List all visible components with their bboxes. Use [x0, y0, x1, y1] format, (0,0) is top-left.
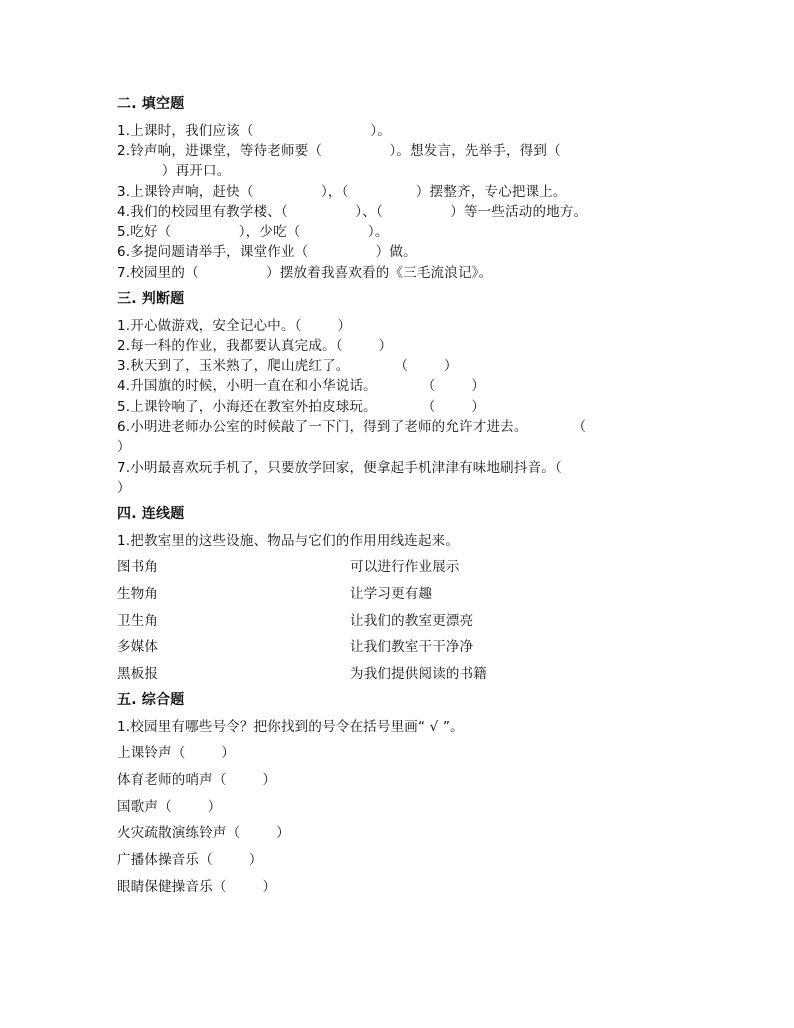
match-right-item: 为我们提供阅读的书籍 — [350, 666, 487, 682]
match-right-item: 可以进行作业展示 — [350, 559, 460, 575]
section-title-comp: 五. 综合题 — [117, 692, 185, 708]
match-right-item: 让我们的教室更漂亮 — [350, 613, 474, 629]
judge-question-2: 2.每一科的作业，我都要认真完成。（ ） — [117, 338, 393, 354]
comp-item: 眼睛保健操音乐（ ） — [117, 879, 277, 895]
match-right-item: 让学习更有趣 — [350, 586, 433, 602]
fill-question-3: 3.上课铃声响，赶快（ ），（ ）摆整齐，专心把课上。 — [117, 184, 567, 200]
fill-question-1: 1.上课时，我们应该（ ）。 — [117, 123, 392, 139]
match-left-item: 黑板报 — [117, 666, 159, 682]
comp-item: 上课铃声（ ） — [117, 745, 236, 761]
judge-question-3: 3.秋天到了，玉米熟了，爬山虎红了。 （ ） — [117, 358, 458, 374]
judge-question-7: 7.小明最喜欢玩手机了，只要放学回家，便拿起手机津津有味地刷抖音。（ — [117, 460, 562, 476]
section-title-match: 四. 连线题 — [117, 506, 185, 522]
match-left-item: 生物角 — [117, 586, 159, 602]
judge-question-5: 5.上课铃响了，小海还在教室外拍皮球玩。 （ ） — [117, 399, 486, 415]
fill-question-2: 2.铃声响，进课堂，等待老师要（ ）。想发言，先举手，得到（ — [117, 143, 561, 159]
match-left-item: 多媒体 — [117, 639, 159, 655]
fill-question-5: 5.吃好（ ），少吃（ ）。 — [117, 224, 389, 240]
comp-item: 火灾疏散演练铃声（ ） — [117, 825, 290, 841]
comp-item: 体育老师的哨声（ ） — [117, 772, 277, 788]
comp-item: 国歌声（ ） — [117, 799, 222, 815]
fill-question-7: 7.校园里的（ ）摆放着我喜欢看的《三毛流浪记》。 — [117, 265, 493, 281]
match-left-item: 图书角 — [117, 559, 159, 575]
judge-question-1: 1.开心做游戏，安全记心中。（ ） — [117, 318, 352, 334]
comp-prompt: 1.校园里有哪些号令？把你找到的号令在括号里画“ √ ”。 — [117, 719, 464, 735]
fill-question-4: 4.我们的校园里有教学楼、（ ）、（ ）等一些活动的地方。 — [117, 204, 588, 220]
section-title-fill: 二. 填空题 — [117, 96, 185, 112]
match-prompt: 1.把教室里的这些设施、物品与它们的作用用线连起来。 — [117, 533, 460, 549]
judge-question-6: 6.小明进老师办公室的时候敲了一下门，得到了老师的允许才进去。 （ — [117, 419, 587, 435]
fill-question-2-cont: ）再开口。 — [117, 163, 231, 179]
judge-question-6-cont: ） — [117, 439, 131, 455]
match-right-item: 让我们教室干干净净 — [350, 639, 474, 655]
comp-item: 广播体操音乐（ ） — [117, 852, 263, 868]
judge-question-7-cont: ） — [117, 480, 131, 496]
fill-question-6: 6.多提问题请举手，课堂作业（ ）做。 — [117, 244, 417, 260]
match-left-item: 卫生角 — [117, 613, 159, 629]
section-title-judge: 三. 判断题 — [117, 291, 185, 307]
judge-question-4: 4.升国旗的时候，小明一直在和小华说话。 （ ） — [117, 378, 486, 394]
